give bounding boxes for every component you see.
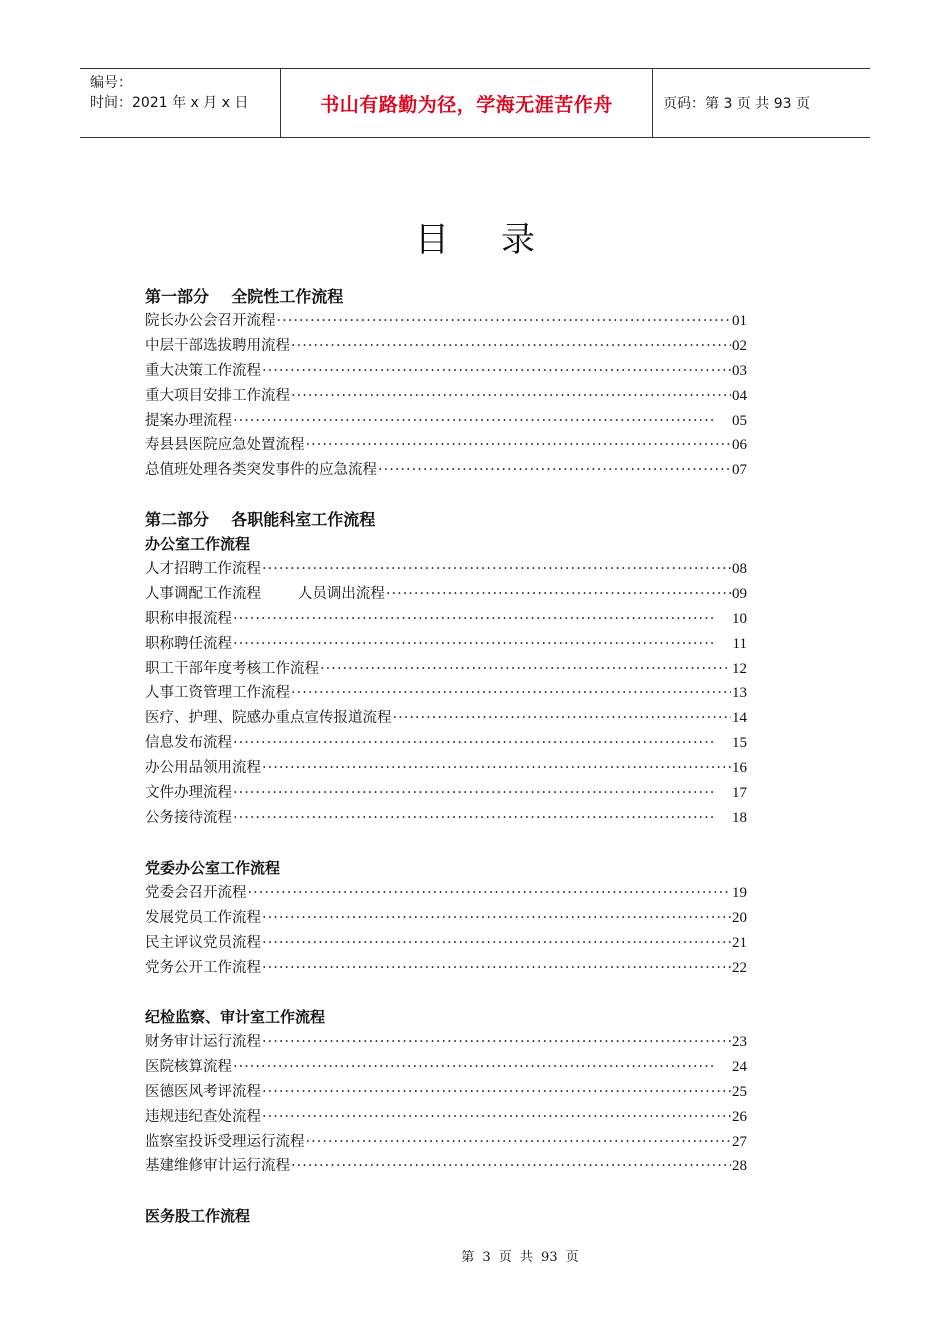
toc-entry-page: 14: [732, 710, 747, 727]
party-entries: [145, 881, 747, 981]
toc-entry-page: 02: [732, 337, 747, 354]
toc-entry-label: 违规违纪查处流程: [145, 1108, 261, 1125]
part2-heading: 第二部分 各职能科室工作流程: [145, 510, 376, 529]
motto-text: 书山有路勤为径，学海无涯苦作舟: [320, 93, 613, 116]
toc-entry-label: 重大项目安排工作流程: [145, 387, 290, 404]
toc-entry[interactable]: [145, 409, 747, 434]
toc-entry-label: 发展党员工作流程: [145, 909, 261, 926]
toc-entry[interactable]: [145, 931, 747, 956]
toc-leader-dots: [306, 1130, 732, 1155]
number-label: 编号：: [90, 75, 132, 91]
toc-entry-label: 监察室投诉受理运行流程: [145, 1133, 305, 1150]
toc-entry[interactable]: [145, 1030, 747, 1055]
toc-entry-label: 医疗、护理、院感办重点宣传报道流程: [145, 710, 392, 727]
toc-entry-page: 26: [732, 1108, 747, 1125]
toc-entry[interactable]: [145, 433, 747, 458]
toc-entry[interactable]: [145, 632, 747, 657]
toc-entry-label: 医德医风考评流程: [145, 1083, 261, 1100]
toc-entry-page: 28: [732, 1158, 747, 1175]
toc-entry-label: 财务审计运行流程: [145, 1034, 261, 1050]
toc-leader-dots: [233, 632, 732, 657]
toc-entry[interactable]: [145, 881, 747, 906]
toc-leader-dots: [262, 557, 731, 582]
toc-leader-dots: [233, 607, 731, 632]
toc-entry-label: 文件办理流程: [145, 785, 232, 802]
toc-leader-dots: [233, 731, 731, 756]
toc-entry-label: 职工干部年度考核工作流程: [145, 660, 319, 677]
page-footer: 第 3 页 共 93 页: [461, 1250, 579, 1265]
toc-entry[interactable]: [145, 309, 747, 334]
toc-entry[interactable]: [145, 956, 747, 981]
toc-entry-label: 总值班处理各类突发事件的应急流程: [145, 462, 377, 479]
toc-entry-page: 12: [732, 660, 747, 677]
toc-leader-dots: [291, 384, 731, 409]
toc-entry-label: 寿县县医院应急处置流程: [145, 437, 305, 454]
toc-leader-dots: [306, 433, 732, 458]
toc-entry[interactable]: [145, 458, 747, 483]
toc-entry[interactable]: [145, 1055, 747, 1080]
toc-entry-label: 人事工资管理工作流程: [145, 685, 290, 702]
toc-entry[interactable]: [145, 806, 747, 831]
toc-entry-page: 03: [732, 362, 747, 379]
toc-entry-label: 公务接待流程: [145, 809, 232, 826]
toc-entry[interactable]: [145, 1154, 747, 1179]
toc-entry-page: 05: [732, 412, 747, 429]
toc-entry-page: 21: [732, 934, 747, 951]
toc-entry[interactable]: [145, 557, 747, 582]
toc-entry-label: 民主评议党员流程: [145, 934, 261, 951]
toc-entry[interactable]: [145, 1105, 747, 1130]
toc-entry-page: 24: [732, 1058, 747, 1075]
toc-entry[interactable]: [145, 731, 747, 756]
part1-entries: [145, 309, 747, 483]
toc-entry[interactable]: [145, 384, 747, 409]
toc-entry-label: 提案办理流程: [145, 412, 232, 429]
toc-medical: [145, 1204, 747, 1229]
toc-entry-label: 职称申报流程: [145, 610, 232, 627]
page-label: 页码：第 3 页 共 93 页: [663, 96, 810, 112]
office-heading: 办公室工作流程: [145, 535, 251, 553]
toc-leader-dots: [262, 1030, 731, 1055]
toc-leader-dots: [262, 931, 731, 956]
toc-leader-dots: [291, 334, 731, 359]
toc-leader-dots: [378, 458, 731, 483]
toc-entry-page: 18: [732, 809, 747, 826]
toc-entry-label: 人事调配工作流程 人员调出流程: [145, 585, 385, 602]
toc-leader-dots: [233, 1055, 731, 1080]
toc-entry[interactable]: [145, 657, 747, 682]
toc-entry-label: 中层干部选拔聘用流程: [145, 337, 290, 354]
toc-part1: [145, 284, 747, 483]
toc-leader-dots: [233, 781, 731, 806]
time-label: 时间：2021 年 x 月 x 日: [90, 95, 249, 111]
toc-entry[interactable]: [145, 582, 747, 607]
toc-entry[interactable]: [145, 359, 747, 384]
toc-leader-dots: [320, 657, 731, 682]
toc-entry-page: 19: [732, 885, 747, 901]
toc-audit: [145, 1005, 747, 1179]
toc-entry-label: 信息发布流程: [145, 735, 232, 752]
toc-entry-page: 27: [732, 1133, 747, 1150]
toc-leader-dots: [262, 1105, 731, 1130]
toc-entry-page: 15: [732, 735, 747, 752]
medical-heading: 医务股工作流程: [145, 1207, 251, 1225]
toc-entry[interactable]: [145, 906, 747, 931]
header-motto-cell: [280, 69, 653, 137]
toc-entry-label: 人才招聘工作流程: [145, 561, 261, 577]
page-title: 目录: [415, 220, 587, 260]
toc-leader-dots: [262, 956, 731, 981]
toc-entry[interactable]: [145, 334, 747, 359]
toc-entry-page: 08: [732, 561, 747, 577]
toc-party: [145, 856, 747, 981]
toc-entry-label: 党委会召开流程: [145, 885, 247, 901]
toc-entry-label: 重大决策工作流程: [145, 362, 261, 379]
part1-heading: 第一部分 全院性工作流程: [145, 287, 344, 306]
toc-entry[interactable]: [145, 1080, 747, 1105]
toc-leader-dots: [291, 681, 731, 706]
toc-entry-page: 09: [732, 585, 747, 602]
toc-entry-label: 办公用品领用流程: [145, 760, 261, 777]
toc-leader-dots: [291, 1154, 731, 1179]
toc-entry-page: 06: [732, 437, 747, 454]
toc-leader-dots: [262, 1080, 731, 1105]
toc-leader-dots: [233, 409, 731, 434]
toc-leader-dots: [233, 806, 731, 831]
toc-entry-page: 25: [732, 1083, 747, 1100]
toc-entry[interactable]: [145, 706, 747, 731]
toc-leader-dots: [262, 359, 731, 384]
toc-entry[interactable]: [145, 781, 747, 806]
toc-entry[interactable]: [145, 681, 747, 706]
header-meta: [80, 69, 280, 137]
toc-entry-page: 01: [732, 313, 747, 329]
document-header: [80, 68, 870, 138]
toc-entry[interactable]: [145, 756, 747, 781]
toc-entry-page: 04: [732, 387, 747, 404]
audit-entries: [145, 1030, 747, 1179]
toc-entry-page: 22: [732, 959, 747, 976]
toc-entry-page: 13: [732, 685, 747, 702]
toc-entry-page: 11: [732, 635, 747, 652]
toc-leader-dots: [248, 881, 732, 906]
toc-entry[interactable]: [145, 1130, 747, 1155]
toc-leader-dots: [386, 582, 731, 607]
toc-leader-dots: [277, 309, 732, 334]
toc-part2: [145, 507, 747, 831]
toc-entry-page: 10: [732, 610, 747, 627]
toc-entry-page: 17: [732, 785, 747, 802]
toc-entry-page: 23: [732, 1034, 747, 1050]
toc-entry-label: 职称聘任流程: [145, 635, 232, 652]
party-heading: 党委办公室工作流程: [145, 859, 281, 877]
audit-heading: 纪检监察、审计室工作流程: [145, 1008, 326, 1026]
toc-leader-dots: [262, 906, 731, 931]
toc-entry-page: 07: [732, 462, 747, 479]
toc-entry-label: 基建维修审计运行流程: [145, 1158, 290, 1175]
toc-entry-page: 20: [732, 909, 747, 926]
toc-entry-label: 党务公开工作流程: [145, 959, 261, 976]
toc-entry-page: 16: [732, 760, 747, 777]
toc-leader-dots: [262, 756, 731, 781]
toc-entry-label: 医院核算流程: [145, 1058, 232, 1075]
toc-leader-dots: [393, 706, 732, 731]
toc-entry-label: 院长办公会召开流程: [145, 313, 276, 329]
office-entries: [145, 557, 747, 831]
toc-entry[interactable]: [145, 607, 747, 632]
